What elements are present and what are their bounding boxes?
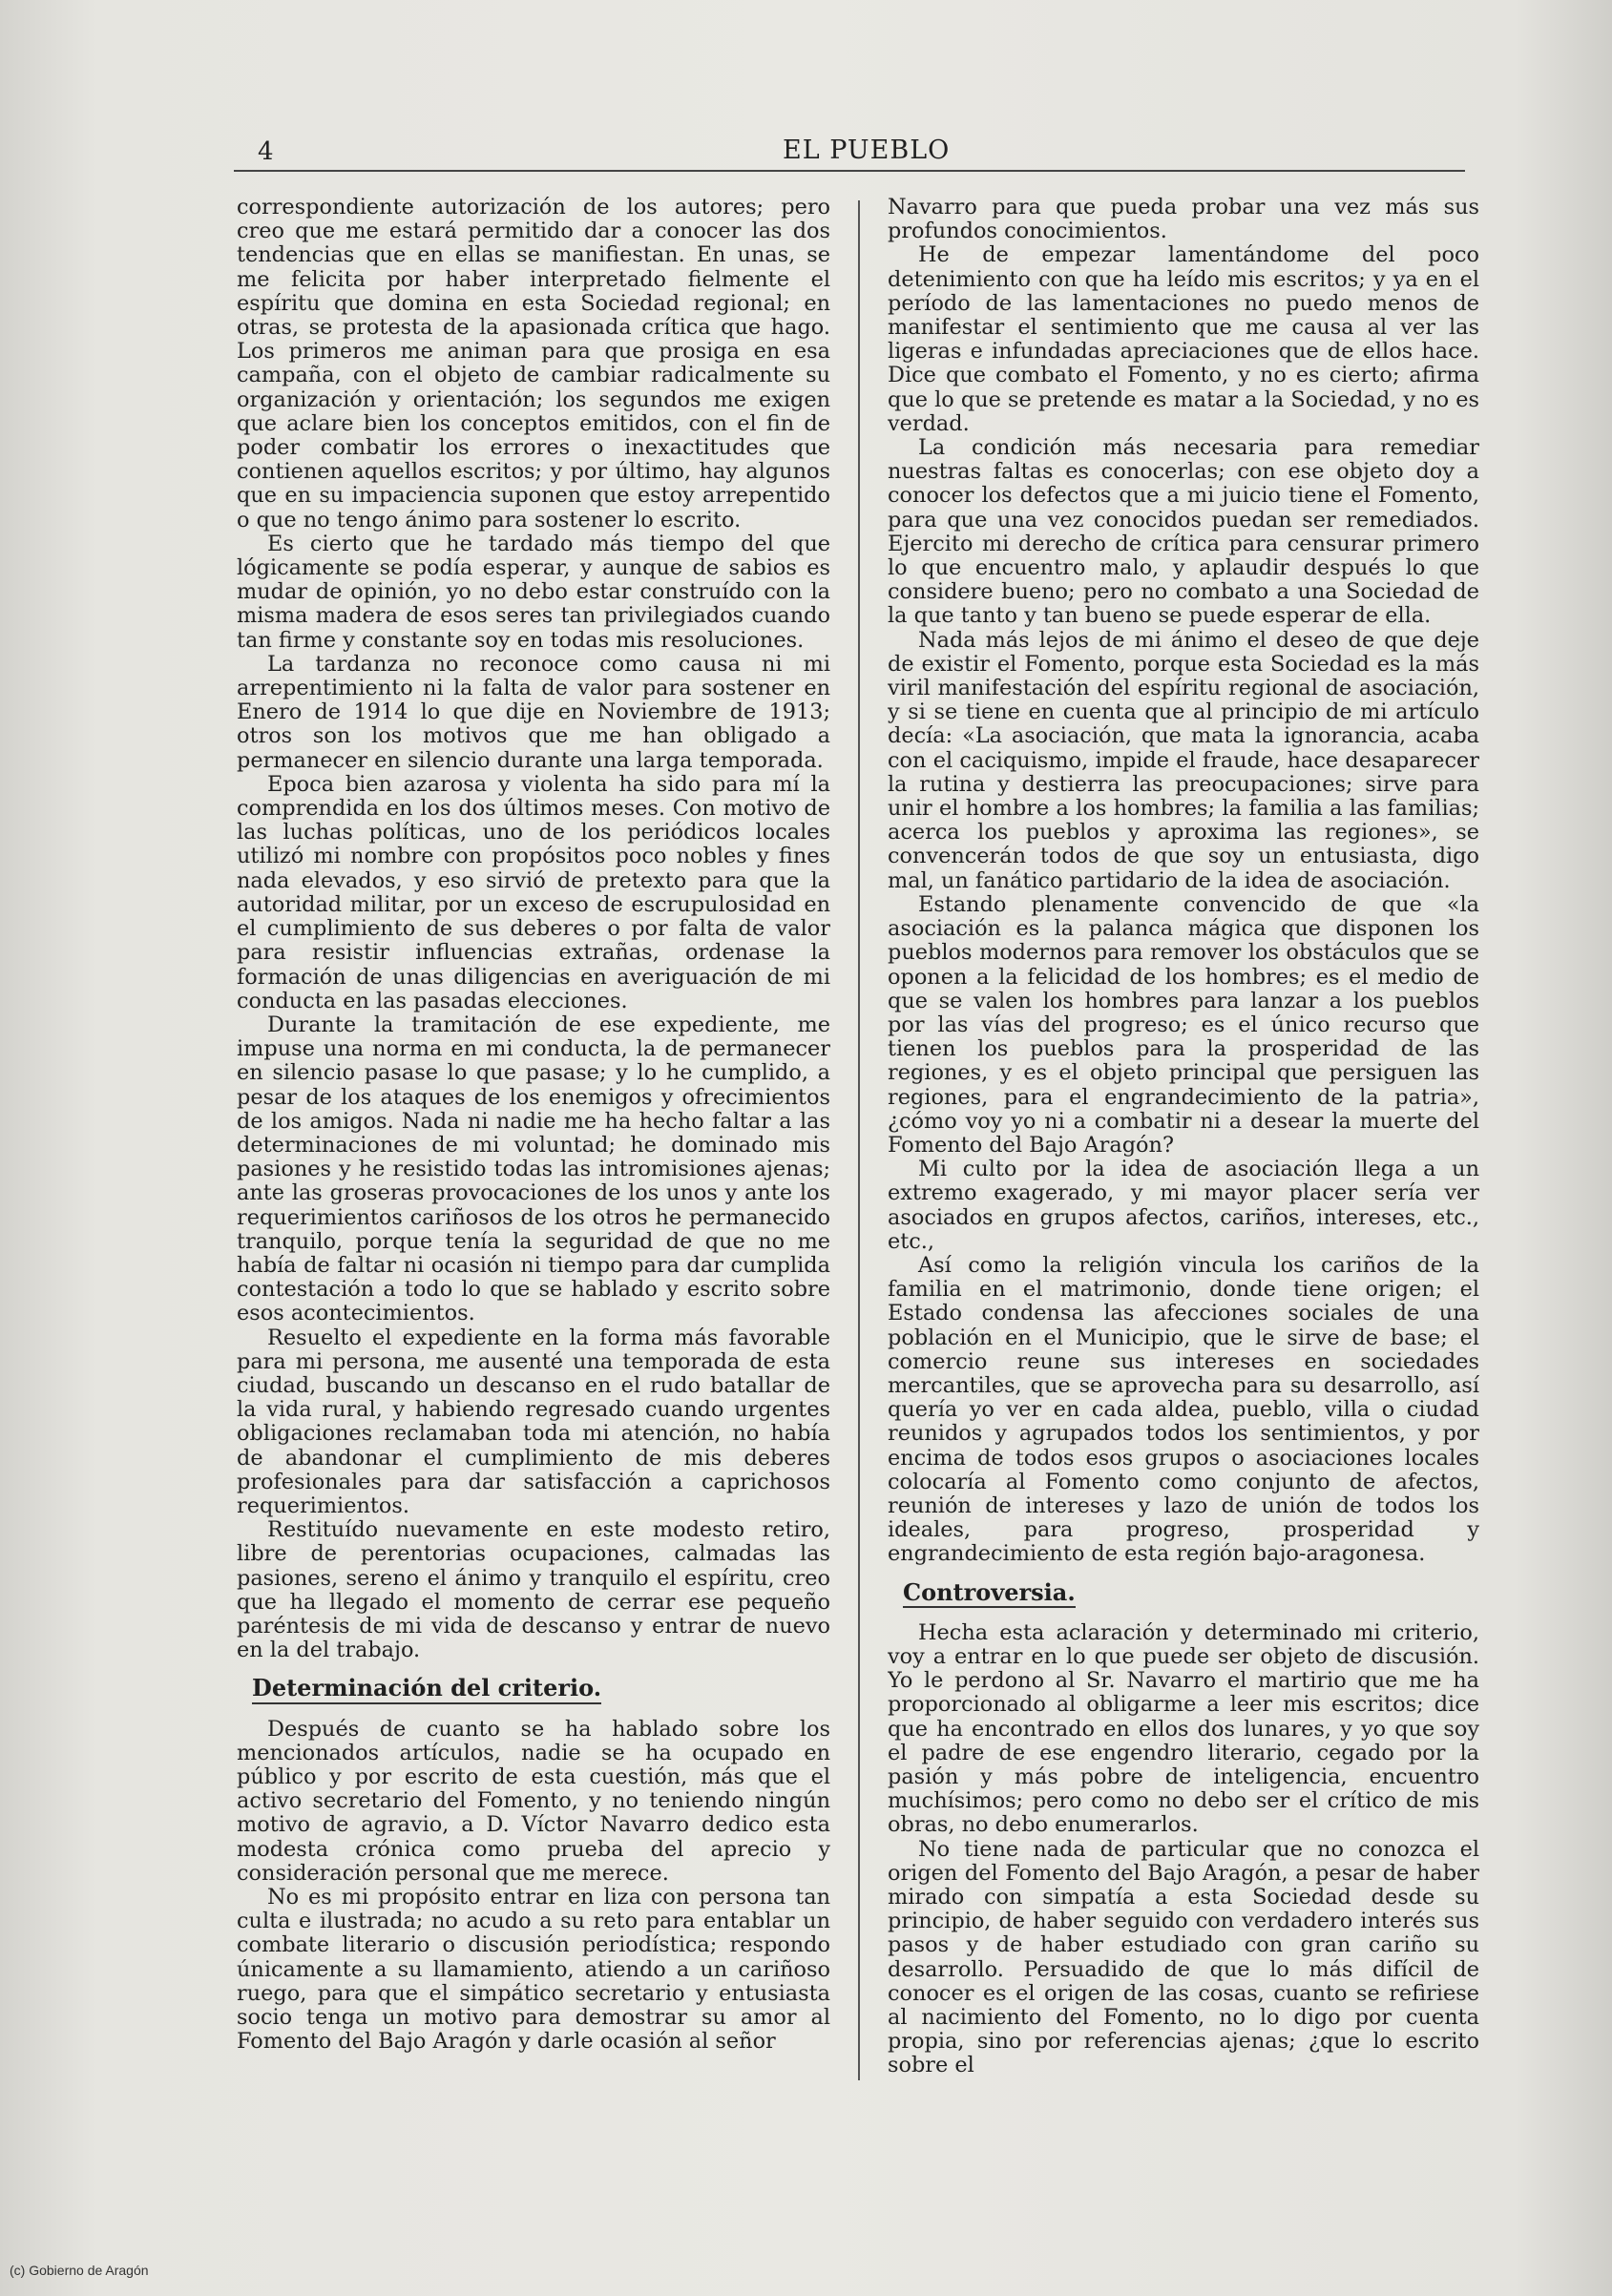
running-title: EL PUEBLO [783, 136, 951, 165]
paragraph: Navarro para que pueda probar una vez más sus profundos conocimientos. [888, 196, 1479, 244]
paragraph: He de empezar lamentándome del poco detenimiento con que ha leído mis escritos; y ya en el período de las lamentaciones no puedo menos de manifestar el sentimiento que me causa al ver las ligeras e infundadas apreciaciones que de ellos hace. Dice que combato el Fomento, y no es cierto; afirma que lo que se pretende es matar a la Sociedad, y no es verdad. [888, 242, 1479, 436]
page-number: 4 [258, 137, 274, 166]
paragraph: Después de cuanto se ha hablado sobre los mencionados artículos, nadie se ha ocupado en público y por escrito de esta cuestión, más que el activo secretario del Fomento, y no teniendo ningún motivo de agravio, a D. Víctor Navarro dedico esta modesta crónica como prueba del aprecio y consideración personal que me merece. [237, 1716, 830, 1886]
header-rule [234, 170, 1465, 172]
paragraph: Así como la religión vincula los cariños de la familia en el matrimonio, donde tiene origen; el Estado condensa las afecciones sociales de una población en el Municipio, que le sirve de base; el comercio reune sus intereses en sociedades mercantiles, que se aprovecha para su desarrollo, así quería yo ver en cada aldea, pueblo, villa o ciudad reunidos y agrupados todos los sentimientos, y por encima de todos esos grupos o asociaciones locales colocaría al Fomento como conjunto de afectos, reunión de intereses y lazo de unión de todos los ideales, para progreso, prosperidad y engrandecimiento de esta región bajo-aragonesa. [888, 1252, 1479, 1567]
page-header [234, 134, 1465, 181]
paragraph: Estando plenamente convencido de que «la asociación es la palanca mágica que disponen los pueblos modernos para remover los obstáculos que se oponen a la felicidad de los hombres; es el medio de que se valen los hombres para lanzar a los pueblos por las vías del progreso; es el único recurso que tienen los pueblos para la prosperidad de las regiones, y es el objeto principal que persiguen las regiones, para el engrandecimiento de la patria», ¿cómo voy yo ni a combatir ni a desear la muerte del Fomento del Bajo Aragón? [888, 891, 1479, 1158]
paragraph: Resuelto el expediente en la forma más favorable para mi persona, me ausenté una temporada de esta ciudad, buscando un descanso en el rudo batallar de la vida rural, y habiendo regresado cuando urgentes obligaciones reclamaban toda mi atención, no había de abandonar el cumplimiento de mis deberes profesionales para dar satisfacción a caprichosos requerimientos. [237, 1325, 830, 1518]
column-divider [858, 200, 860, 2080]
paragraph: Nada más lejos de mi ánimo el deseo de que deje de existir el Fomento, porque esta Sociedad es la más viril manifestación del espíritu regional de asociación, y si se tiene en cuenta que al principio de mi artículo decía: «La asociación, que mata la ignorancia, acaba con el caciquismo, impide el fraude, hace desaparecer la rutina y destierra las preocupaciones; sirve para unir el hombre a los hombres; la familia a las familias; acerca los pueblos y aproxima las regiones», se convencerán todos de que soy un entusiasta, digo mal, un fanático partidario de la idea de asociación. [888, 627, 1479, 893]
paragraph: Epoca bien azarosa y violenta ha sido para mí la comprendida en los dos últimos meses. Con motivo de las luchas políticas, uno de los periódicos locales utilizó mi nombre con propósitos poco nobles y fines nada elevados, y eso sirvió de pretexto para que la autoridad militar, por un exceso de escrupulosidad en el cumplimiento de sus deberes o por falta de valor para resistir influencias extrañas, ordenase la formación de unas diligencias en averiguación de mi conducta en las pasadas elecciones. [237, 771, 830, 1013]
section-heading: Controversia. [903, 1580, 1076, 1608]
paragraph: correspondiente autorización de los autores; pero creo que me estará permitido dar a conocer las dos tendencias que en ellas se manifiestan. En unas, se me felicita por haber interpretado fielmente el espíritu que domina en esta Sociedad regional; en otras, se protesta de la apasionada crítica que hago. Los primeros me animan para que prosiga en esa campaña, con el objeto de cambiar radicalmente su organización y orientación; los segundos me exigen que aclare bien los conceptos emitidos, con el fin de poder combatir los errores o inexactitudes que contienen aquellos escritos; y por último, hay algunos que en su impaciencia suponen que estoy arrepentido o que no tengo ánimo para sostener lo escrito. [237, 196, 830, 532]
paragraph: Durante la tramitación de ese expediente, me impuse una norma en mi conducta, la de permanecer en silencio pasase lo que pasase; y lo he cumplido, a pesar de los ataques de los enemigos y ofrecimientos de los amigos. Nada ni nadie me ha hecho faltar a las determinaciones de mi voluntad; he dominado mis pasiones y he resistido todas las intromisiones ajenas; ante las groseras provocaciones de los unos y ante los requerimientos cariñosos de los otros he permanecido tranquilo, porque tenía la seguridad de que no me había de faltar ni ocasión ni tiempo para dar cumplida contestación a todo lo que se hablado y escrito sobre esos acontecimientos. [237, 1012, 830, 1326]
copyright-credit: (c) Gobierno de Aragón [10, 2263, 149, 2278]
paragraph: Hecha esta aclaración y determinado mi criterio, voy a entrar en lo que puede ser objeto de discusión. Yo le perdono al Sr. Navarro el martirio que me ha proporcionado al obligarme a leer mis escritos; dice que ha encontrado en ellos dos lunares, y yo que soy el padre de ese engendro literario, cegado por la pasión y más pobre de inteligencia, encuentro muchísimos; pero como no debo ser el crítico de mis obras, no debo enumerarlos. [888, 1619, 1479, 1838]
left-column [237, 196, 830, 2295]
paragraph: No tiene nada de particular que no conozca el origen del Fomento del Bajo Aragón, a pesar de haber mirado con simpatía a esta Sociedad desde su principio, de haber seguido con verdadero interés sus pasos y de haber estudiado con gran cariño su desarrollo. Persuadido de que lo más difícil de conocer es el origen de las cosas, cuanto se refiriese al nacimiento del Fomento, no lo digo por cuenta propia, sino por referencias ajenas; ¿que lo escrito sobre el [888, 1836, 1479, 2078]
paragraph: No es mi propósito entrar en liza con persona tan culta e ilustrada; no acudo a su reto para entablar un combate literario o discusión periodística; respondo únicamente a su llamamiento, atiendo a un cariñoso ruego, para que el simpático secretario y entusiasta socio tenga un motivo para demostrar su amor al Fomento del Bajo Aragón y darle ocasión al señor [237, 1885, 830, 2055]
paragraph: Mi culto por la idea de asociación llega a un extremo exagerado, y mi mayor placer sería ver asociados en grupos afectos, cariños, intereses, etc., etc., [888, 1157, 1479, 1254]
paragraph: Restituído nuevamente en este modesto retiro, libre de perentorias ocupaciones, calmadas las pasiones, sereno el ánimo y tranquilo el espíritu, creo que ha llegado el momento de cerrar ese pequeño paréntesis de mi vida de descanso y entrar de nuevo en la del trabajo. [237, 1517, 830, 1663]
section-heading: Determinación del criterio. [252, 1676, 601, 1703]
paragraph: Es cierto que he tardado más tiempo del que lógicamente se podía esperar, y aunque de sabios es mudar de opinión, yo no debo estar construído con la misma madera de esos seres tan privilegiados cuando tan firme y constante soy en todas mis resoluciones. [237, 531, 830, 653]
right-column [888, 196, 1479, 2295]
paragraph: La condición más necesaria para remediar nuestras faltas es conocerlas; con ese objeto doy a conocer los defectos que a mi juicio tiene el Fomento, para que una vez conocidos puedan ser remediados. Ejercito mi derecho de crítica para censurar primero lo que encuentro malo, y aplaudir después lo que considere bueno; pero no combato a una Sociedad de la que tanto y tan bueno se puede esperar de ella. [888, 435, 1479, 629]
paragraph: La tardanza no reconoce como causa ni mi arrepentimiento ni la falta de valor para sostener en Enero de 1914 lo que dije en Noviembre de 1913; otros son los motivos que me han obligado a permanecer en silencio durante una larga temporada. [237, 651, 830, 773]
